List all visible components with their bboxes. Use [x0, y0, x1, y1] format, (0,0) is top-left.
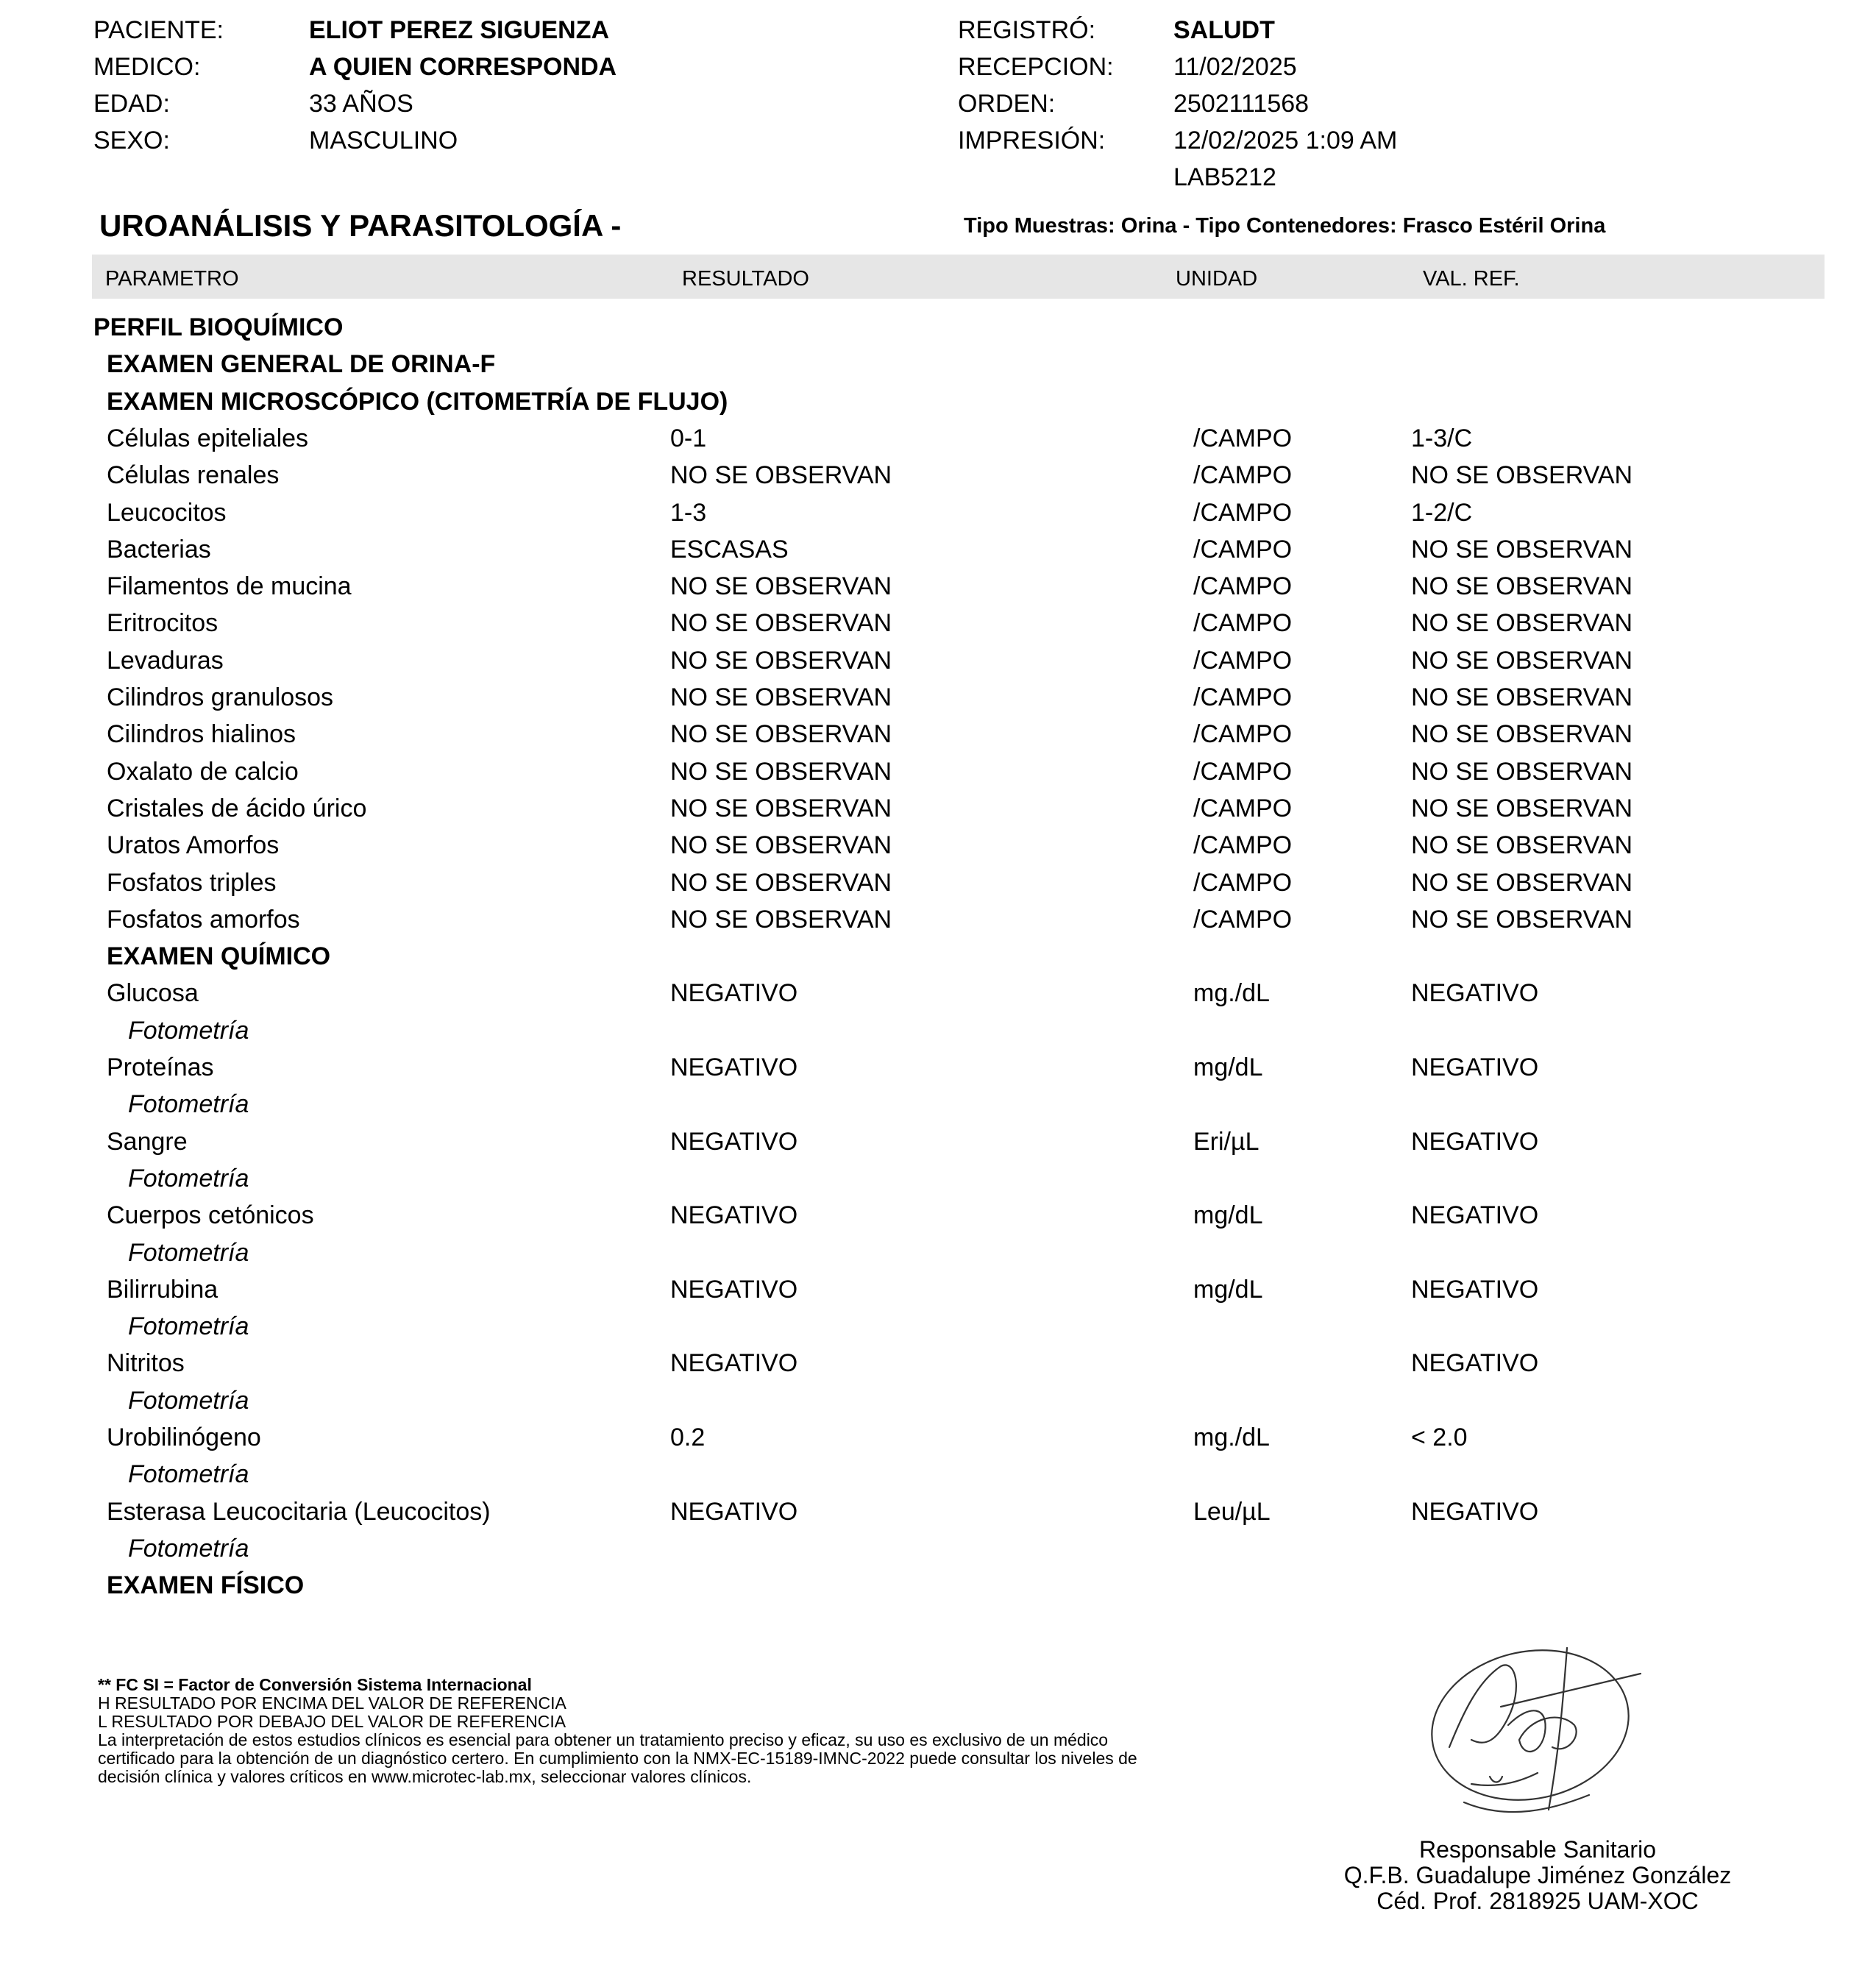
subsection-header: [0, 938, 1876, 975]
reference-value: NO SE OBSERVAN: [1411, 794, 1633, 822]
table-row: [0, 605, 1876, 641]
unit-value: /CAMPO: [1193, 720, 1293, 749]
col-resultado: RESULTADO: [682, 267, 809, 291]
subsection-title: EXAMEN QUÍMICO: [107, 942, 331, 971]
parameter-name: Fosfatos triples: [107, 868, 277, 897]
table-row: [0, 864, 1876, 901]
result-value: ESCASAS: [670, 535, 789, 564]
parameter-name: Leucocitos: [107, 498, 227, 527]
parameter-name: Eritrocitos: [107, 609, 218, 638]
reference-value: NO SE OBSERVAN: [1411, 572, 1633, 601]
note-line: certificado para la obtención de un diagnóstico certero. En cumplimiento con la NMX-EC-15189-IMNC-2022 puede consultar los niveles de: [98, 1749, 1137, 1768]
result-value: NO SE OBSERVAN: [670, 720, 892, 749]
unit-value: /CAMPO: [1193, 831, 1293, 860]
parameter-name: Levaduras: [107, 646, 224, 675]
left-value: MASCULINO: [309, 127, 458, 154]
table-row: [0, 642, 1876, 679]
left-value: 33 AÑOS: [309, 90, 413, 118]
table-row: [0, 568, 1876, 605]
fc-note: ** FC SI = Factor de Conversión Sistema Internacional: [98, 1675, 532, 1694]
result-value: 0-1: [670, 424, 707, 452]
result-value: NEGATIVO: [670, 979, 798, 1008]
parameter-name: Sangre: [107, 1127, 188, 1156]
table-row: [0, 1493, 1876, 1530]
table-row: [0, 1049, 1876, 1086]
left-label: PACIENTE:: [93, 16, 224, 44]
parameter-name: Bilirrubina: [107, 1275, 218, 1304]
unit-value: /CAMPO: [1193, 868, 1293, 897]
method-row: [0, 1012, 1876, 1049]
reference-value: NO SE OBSERVAN: [1411, 868, 1633, 897]
note-line: decisión clínica y valores críticos en www.microtec-lab.mx, seleccionar valores clínicos.: [98, 1767, 752, 1786]
result-value: NO SE OBSERVAN: [670, 757, 892, 786]
subsection-title: EXAMEN MICROSCÓPICO (CITOMETRÍA DE FLUJO): [107, 387, 728, 416]
unit-value: mg./dL: [1193, 979, 1270, 1008]
right-label: IMPRESIÓN:: [958, 127, 1106, 154]
subsection-header: [0, 383, 1876, 420]
method-row: [0, 1160, 1876, 1197]
reference-value: NEGATIVO: [1411, 979, 1539, 1008]
unit-value: mg/dL: [1193, 1201, 1263, 1230]
result-value: NO SE OBSERVAN: [670, 683, 892, 711]
parameter-name: Oxalato de calcio: [107, 757, 299, 786]
parameter-name: Cuerpos cetónicos: [107, 1201, 314, 1230]
result-value: NEGATIVO: [670, 1349, 798, 1378]
reference-value: NO SE OBSERVAN: [1411, 831, 1633, 860]
reference-value: NO SE OBSERVAN: [1411, 646, 1633, 675]
unit-value: mg./dL: [1193, 1423, 1270, 1451]
signature-block: [1302, 1837, 1773, 1914]
unit-value: Eri/µL: [1193, 1127, 1259, 1156]
parameter-name: Cristales de ácido úrico: [107, 794, 367, 822]
result-value: NEGATIVO: [670, 1201, 798, 1230]
method-row: [0, 1456, 1876, 1493]
result-value: NEGATIVO: [670, 1497, 798, 1526]
unit-value: /CAMPO: [1193, 905, 1293, 934]
parameter-name: Urobilinógeno: [107, 1423, 261, 1451]
col-parametro: PARAMETRO: [105, 267, 239, 291]
unit-value: /CAMPO: [1193, 683, 1293, 711]
method-label: Fotometría: [128, 1090, 249, 1119]
reference-value: NO SE OBSERVAN: [1411, 757, 1633, 786]
unit-value: /CAMPO: [1193, 794, 1293, 822]
method-label: Fotometría: [128, 1016, 249, 1045]
note-line: L RESULTADO POR DEBAJO DEL VALOR DE REFERENCIA: [98, 1712, 566, 1731]
left-value: ELIOT PEREZ SIGUENZA: [309, 16, 610, 44]
unit-value: /CAMPO: [1193, 646, 1293, 675]
result-value: 0.2: [670, 1423, 706, 1451]
reference-value: NO SE OBSERVAN: [1411, 609, 1633, 638]
table-row: [0, 1271, 1876, 1308]
left-label: MEDICO:: [93, 53, 201, 81]
unit-value: /CAMPO: [1193, 535, 1293, 564]
table-row: [0, 679, 1876, 716]
reference-value: NEGATIVO: [1411, 1349, 1539, 1378]
unit-value: /CAMPO: [1193, 498, 1293, 527]
parameter-name: Filamentos de mucina: [107, 572, 352, 601]
unit-value: /CAMPO: [1193, 572, 1293, 601]
result-value: NO SE OBSERVAN: [670, 905, 892, 934]
signature-license: Céd. Prof. 2818925 UAM-XOC: [1376, 1888, 1699, 1914]
method-label: Fotometría: [128, 1238, 249, 1267]
parameter-name: Células renales: [107, 461, 280, 490]
result-value: NO SE OBSERVAN: [670, 609, 892, 638]
parameter-name: Uratos Amorfos: [107, 831, 280, 860]
result-value: NO SE OBSERVAN: [670, 646, 892, 675]
method-row: [0, 1308, 1876, 1345]
right-value: 12/02/2025 1:09 AM: [1173, 127, 1398, 154]
method-label: Fotometría: [128, 1534, 249, 1563]
unit-value: Leu/µL: [1193, 1497, 1271, 1526]
parameter-name: Células epiteliales: [107, 424, 309, 452]
parameter-name: Cilindros hialinos: [107, 720, 296, 749]
handwritten-signature: [1420, 1637, 1663, 1828]
reference-value: NO SE OBSERVAN: [1411, 683, 1633, 711]
reference-value: NEGATIVO: [1411, 1497, 1539, 1526]
reference-value: NEGATIVO: [1411, 1275, 1539, 1304]
signature-role: Responsable Sanitario: [1419, 1836, 1656, 1863]
sample-info: Tipo Muestras: Orina - Tipo Contenedores: Frasco Estéril Orina: [964, 214, 1606, 238]
reference-value: NO SE OBSERVAN: [1411, 905, 1633, 934]
signature-name: Q.F.B. Guadalupe Jiménez González: [1343, 1862, 1732, 1888]
table-row: [0, 531, 1876, 568]
unit-value: /CAMPO: [1193, 609, 1293, 638]
method-row: [0, 1530, 1876, 1567]
reference-value: < 2.0: [1411, 1423, 1468, 1451]
method-label: Fotometría: [128, 1312, 249, 1341]
unit-value: mg/dL: [1193, 1053, 1263, 1081]
result-value: NEGATIVO: [670, 1275, 798, 1304]
table-row: [0, 1419, 1876, 1456]
note-line: La interpretación de estos estudios clínicos es esencial para obtener un tratamiento preciso y eficaz, su uso es exclusivo de un médico: [98, 1730, 1109, 1749]
col-valref: VAL. REF.: [1423, 267, 1520, 291]
subsection-header: [0, 1567, 1876, 1604]
result-value: NO SE OBSERVAN: [670, 831, 892, 860]
table-row: [0, 457, 1876, 494]
reference-value: NEGATIVO: [1411, 1201, 1539, 1230]
method-row: [0, 1234, 1876, 1271]
parameter-name: Glucosa: [107, 979, 199, 1008]
method-label: Fotometría: [128, 1386, 249, 1415]
reference-value: 1-2/C: [1411, 498, 1473, 527]
method-label: Fotometría: [128, 1460, 249, 1489]
left-value: A QUIEN CORRESPONDA: [309, 53, 617, 81]
right-label: REGISTRÓ:: [958, 16, 1096, 44]
table-row: [0, 790, 1876, 827]
parameter-name: Fosfatos amorfos: [107, 905, 300, 934]
reference-value: 1-3/C: [1411, 424, 1473, 452]
unit-value: mg/dL: [1193, 1275, 1263, 1304]
result-value: NEGATIVO: [670, 1127, 798, 1156]
section-header: [0, 309, 1876, 346]
table-row: [0, 1197, 1876, 1234]
left-label: SEXO:: [93, 127, 170, 154]
subsection-header: [0, 346, 1876, 383]
parameter-name: Bacterias: [107, 535, 211, 564]
result-value: NO SE OBSERVAN: [670, 572, 892, 601]
table-row: [0, 827, 1876, 864]
table-row: [0, 1123, 1876, 1160]
result-value: 1-3: [670, 498, 707, 527]
parameter-name: Nitritos: [107, 1349, 185, 1378]
table-row: [0, 494, 1876, 531]
column-header-bar: [92, 255, 1825, 299]
subsection-title: EXAMEN FÍSICO: [107, 1571, 305, 1600]
table-row: [0, 753, 1876, 790]
result-value: NO SE OBSERVAN: [670, 868, 892, 897]
right-value: 11/02/2025: [1173, 53, 1297, 81]
reference-value: NEGATIVO: [1411, 1053, 1539, 1081]
reference-value: NO SE OBSERVAN: [1411, 535, 1633, 564]
section-title: PERFIL BIOQUÍMICO: [93, 313, 344, 341]
parameter-name: Esterasa Leucocitaria (Leucocitos): [107, 1497, 491, 1526]
unit-value: /CAMPO: [1193, 461, 1293, 490]
table-row: [0, 420, 1876, 457]
subsection-title: EXAMEN GENERAL DE ORINA-F: [107, 350, 496, 379]
right-value: LAB5212: [1173, 163, 1276, 191]
parameter-name: Proteínas: [107, 1053, 214, 1081]
left-label: EDAD:: [93, 90, 170, 118]
col-unidad: UNIDAD: [1176, 267, 1258, 291]
footnotes: [98, 1676, 1137, 1786]
parameter-name: Cilindros granulosos: [107, 683, 334, 711]
reference-value: NO SE OBSERVAN: [1411, 720, 1633, 749]
right-label: RECEPCION:: [958, 53, 1114, 81]
table-row: [0, 1345, 1876, 1382]
table-row: [0, 975, 1876, 1012]
right-value: SALUDT: [1173, 16, 1275, 44]
method-row: [0, 1086, 1876, 1123]
right-label: ORDEN:: [958, 90, 1056, 118]
table-row: [0, 716, 1876, 753]
note-line: H RESULTADO POR ENCIMA DEL VALOR DE REFERENCIA: [98, 1693, 566, 1713]
reference-value: NEGATIVO: [1411, 1127, 1539, 1156]
unit-value: /CAMPO: [1193, 424, 1293, 452]
result-value: NO SE OBSERVAN: [670, 794, 892, 822]
reference-value: NO SE OBSERVAN: [1411, 461, 1633, 490]
unit-value: /CAMPO: [1193, 757, 1293, 786]
report-title: UROANÁLISIS Y PARASITOLOGÍA -: [99, 208, 622, 243]
result-value: NO SE OBSERVAN: [670, 461, 892, 490]
right-value: 2502111568: [1173, 90, 1310, 118]
table-row: [0, 901, 1876, 938]
result-value: NEGATIVO: [670, 1053, 798, 1081]
method-label: Fotometría: [128, 1164, 249, 1192]
method-row: [0, 1382, 1876, 1419]
